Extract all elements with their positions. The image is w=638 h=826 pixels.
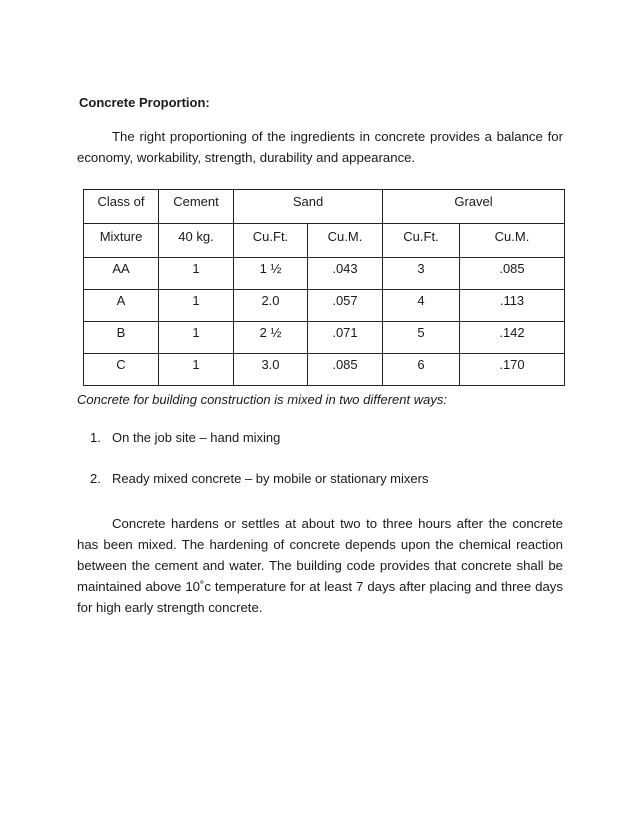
header-sand-cum: Cu.M. (308, 224, 383, 258)
header-mixture: Mixture (84, 224, 159, 258)
list-text: On the job site – hand mixing (112, 430, 281, 445)
list-number: 2. (90, 471, 101, 486)
header-sand-cuft: Cu.Ft. (234, 224, 308, 258)
cell-cement: 1 (159, 258, 234, 290)
cell-sand-cum: .071 (308, 322, 383, 354)
header-kg: 40 kg. (159, 224, 234, 258)
cell-sand-cuft: 2.0 (234, 290, 308, 322)
cell-class: AA (84, 258, 159, 290)
header-gravel: Gravel (383, 190, 565, 224)
table-subheader-row (84, 224, 565, 258)
closing-paragraph: Concrete hardens or settles at about two to three hours after the concrete has been mixed. The hardening of concrete depends upon the chemical reaction between the cement and water. The building code provides that concrete shall be maintained above 10˚c temperature for at least 7 days after placing and three days for high early strength concrete. (77, 516, 563, 615)
mixing-caption: Concrete for building construction is mixed in two different ways: (77, 392, 447, 407)
cell-gravel-cuft: 3 (383, 258, 460, 290)
header-gravel-cum: Cu.M. (460, 224, 565, 258)
cell-gravel-cuft: 4 (383, 290, 460, 322)
cell-gravel-cum: .085 (460, 258, 565, 290)
cell-gravel-cum: .170 (460, 354, 565, 386)
cell-gravel-cuft: 6 (383, 354, 460, 386)
table-row (84, 354, 565, 386)
mixing-methods-list (90, 430, 428, 512)
cell-gravel-cum: .142 (460, 322, 565, 354)
cell-sand-cuft: 1 ½ (234, 258, 308, 290)
table-row (84, 290, 565, 322)
cell-sand-cum: .057 (308, 290, 383, 322)
list-item (90, 430, 428, 471)
section-heading: Concrete Proportion: (79, 95, 210, 110)
cell-gravel-cum: .113 (460, 290, 565, 322)
cell-gravel-cuft: 5 (383, 322, 460, 354)
list-item (90, 471, 428, 512)
cell-cement: 1 (159, 354, 234, 386)
cell-class: B (84, 322, 159, 354)
header-class-of: Class of (84, 190, 159, 224)
cell-sand-cuft: 2 ½ (234, 322, 308, 354)
cell-sand-cum: .043 (308, 258, 383, 290)
header-sand: Sand (234, 190, 383, 224)
cell-class: C (84, 354, 159, 386)
intro-paragraph: The right proportioning of the ingredients in concrete provides a balance for economy, workability, strength, durability and appearance. (77, 129, 563, 165)
concrete-mix-table (83, 189, 565, 386)
cell-sand-cuft: 3.0 (234, 354, 308, 386)
table-row (84, 258, 565, 290)
table-header-row (84, 190, 565, 224)
list-text: Ready mixed concrete – by mobile or stationary mixers (112, 471, 429, 486)
cell-class: A (84, 290, 159, 322)
cell-cement: 1 (159, 290, 234, 322)
table-row (84, 322, 565, 354)
header-gravel-cuft: Cu.Ft. (383, 224, 460, 258)
header-cement: Cement (159, 190, 234, 224)
cell-sand-cum: .085 (308, 354, 383, 386)
list-number: 1. (90, 430, 101, 445)
cell-cement: 1 (159, 322, 234, 354)
